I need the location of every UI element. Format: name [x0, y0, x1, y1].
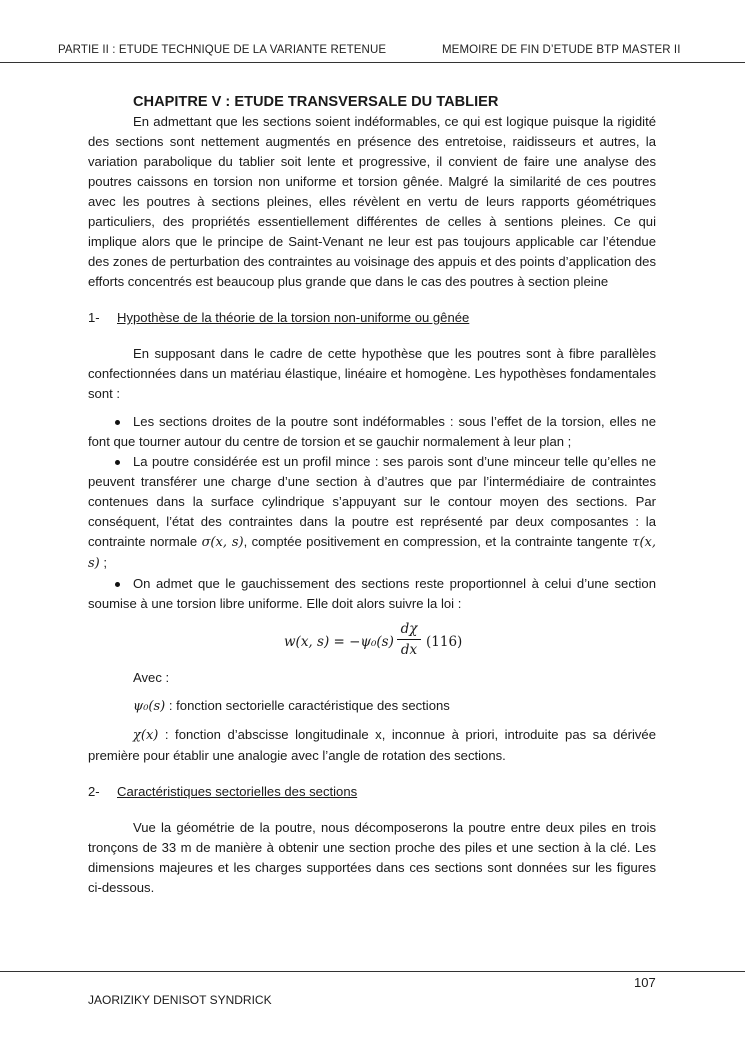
sigma-symbol: σ(x, s): [201, 535, 244, 550]
equation-denominator: dx: [400, 642, 418, 658]
bullet-1-text: Les sections droites de la poutre sont indéformables : sous l’effet de la torsion, elles ne font que tourner autour du centre de torsion et se gauchir normalement à leur plan ;: [88, 414, 656, 449]
section-1-number: 1-: [88, 310, 100, 325]
chi-definition: [88, 725, 656, 766]
equation-116: [88, 620, 656, 662]
bullet-2-text-c: ;: [99, 555, 108, 570]
running-header-left: PARTIE II : ETUDE TECHNIQUE DE LA VARIANTE RETENUE: [58, 44, 387, 56]
avec-label: Avec :: [133, 670, 170, 685]
equation-fraction: [397, 620, 421, 659]
psi-symbol: ψ₀(s): [133, 699, 166, 714]
chapter-title: CHAPITRE V : ETUDE TRANSVERSALE DU TABLIER: [133, 94, 499, 110]
footer-rule: [0, 971, 745, 972]
chi-description: : fonction d’abscisse longitudinale x, inconnue à priori, introduite pas sa dérivée première pour établir une analogie avec l’angle de rotation des sections.: [88, 727, 656, 763]
bullet-icon: [115, 460, 120, 465]
psi-description: : fonction sectorielle caractéristique des sections: [165, 698, 450, 713]
equation-numerator: dχ: [400, 621, 418, 637]
footer-author: JAORIZIKY DENISOT SYNDRICK: [88, 993, 272, 1007]
tau-symbol: τ(x, s): [88, 535, 656, 571]
bullet-item: [88, 412, 656, 452]
running-header-right: MEMOIRE DE FIN D’ETUDE BTP MASTER II: [442, 44, 681, 56]
bullet-3-text: On admet que le gauchissement des sections reste proportionnel à celui d’une section soumise à une torsion libre uniforme. Elle doit alors suivre la loi :: [88, 576, 656, 611]
bullet-2-text: La poutre considérée est un profil mince : ses parois sont d’une minceur telle qu’elles ne peuvent transférer une charge d’une section à d’autres que par l’intermédiaire de contraintes contenues dans la surface cylindrique s’appuyant sur le contour moyen des sections. Par conséquent, l’état des contraintes dans la poutre est représenté par deux composantes : la contrainte normale: [88, 454, 656, 549]
page-number: 107: [634, 975, 656, 990]
bullet-icon: [115, 582, 120, 587]
bullet-item: [88, 574, 656, 614]
intro-paragraph: En admettant que les sections soient indéformables, ce qui est logique puisque la rigidité des sections sont nettement augmentés en présence des entretoise, raidisseurs et autres, la variation parabolique du tablier soit lente et progressive, il convient de faire une analyse des poutres caissons en torsion non uniforme et torsion gênée. Malgré la similarité de ces poutres avec les poutres à sections pleines, elles révèlent en vertu de leurs rapports géométriques particuliers, des propriétés essentiellement différentes de celles à sentions pleines. Ce qui implique alors que le principe de Saint-Venant ne leur est pas toujours applicable car l’étendue des zones de perturbation des contraintes au voisinage des appuis et des points d’application des efforts concentrés est beaucoup plus grande que dans le cas des poutres à section pleine: [88, 114, 656, 289]
bullet-icon: [115, 420, 120, 425]
page-content: [88, 93, 656, 898]
header-rule: [0, 62, 745, 63]
section-2-paragraph: Vue la géométrie de la poutre, nous décomposerons la poutre entre deux piles en trois tronçons de 33 m de manière à obtenir une section proche des piles et une section à la clé. Les dimensions majeures et les charges supportées dans ces sections sont données sur les figures ci-dessous.: [88, 820, 656, 895]
equation-number: (116): [426, 634, 463, 650]
bullet-2-text-b: , comptée positivement en compression, et la contrainte tangente: [243, 534, 628, 549]
section-2-heading: [88, 782, 656, 802]
psi-definition: [88, 696, 656, 717]
fraction-bar: [397, 639, 421, 640]
section-2-title: Caractéristiques sectorielles des sections: [117, 784, 358, 799]
chi-symbol: χ(x): [133, 728, 159, 743]
section-1-heading: [88, 308, 656, 328]
section-1-title: Hypothèse de la théorie de la torsion non-uniforme ou gênée: [117, 310, 470, 325]
equation-lhs: w(x, s) = −ψ₀(s): [284, 634, 394, 650]
section-1-intro: En supposant dans le cadre de cette hypothèse que les poutres sont à fibre parallèles confectionnées dans un matériau élastique, linéaire et homogène. Les hypothèses fondamentales sont :: [88, 346, 656, 401]
bullet-item: [88, 452, 656, 574]
section-2-number: 2-: [88, 784, 100, 799]
